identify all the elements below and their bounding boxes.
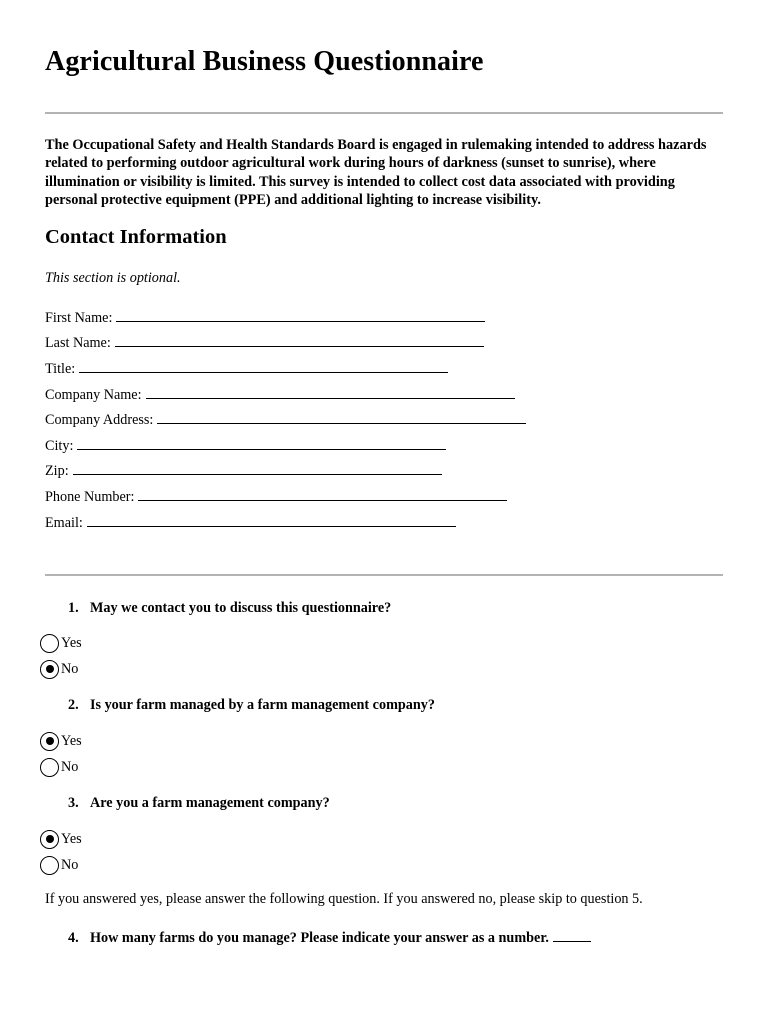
last-name-input[interactable]: [115, 332, 484, 347]
first-name-field: [45, 307, 485, 327]
first-name-label: First Name:: [45, 310, 113, 326]
company-address-input[interactable]: [157, 409, 526, 424]
zip-field: [45, 460, 442, 480]
intro-paragraph: The Occupational Safety and Health Standards Board is engaged in rulemaking intended to address hazards related to performing outdoor agricultural work during hours of darkness (sunset to sunrise), where illumination or visibility is limited. This survey is intended to collect cost data associated with providing personal protective equipment (PPE) and additional lighting to increase visibility.: [45, 137, 707, 208]
question-3-text: Are you a farm management company?: [90, 795, 330, 811]
q1-no-radio[interactable]: [40, 660, 59, 679]
question-4-number: 4.: [68, 930, 79, 946]
email-label: Email:: [45, 515, 83, 531]
q1-yes-radio[interactable]: [40, 634, 59, 653]
email-input[interactable]: [87, 512, 456, 527]
company-name-field: [45, 384, 515, 404]
phone-number-field: [45, 486, 507, 506]
q2-yes-label: Yes: [61, 732, 82, 749]
phone-number-label: Phone Number:: [45, 489, 135, 505]
question-1-number: 1.: [68, 600, 79, 616]
q1-option-no[interactable]: [40, 658, 78, 680]
question-4: [68, 928, 591, 947]
company-address-field: [45, 409, 526, 429]
company-name-input[interactable]: [146, 384, 515, 399]
question-2: [68, 696, 435, 714]
company-address-label: Company Address:: [45, 412, 154, 428]
city-field: [45, 435, 446, 455]
city-label: City:: [45, 438, 74, 454]
first-name-input[interactable]: [116, 307, 485, 322]
question-1-text: May we contact you to discuss this questionnaire?: [90, 600, 392, 616]
q1-yes-label: Yes: [61, 634, 82, 651]
company-name-label: Company Name:: [45, 387, 142, 403]
question-3-number: 3.: [68, 795, 79, 811]
question-1: [68, 599, 391, 617]
question-4-text: How many farms do you manage? Please indicate your answer as a number.: [90, 930, 549, 946]
section-divider: [45, 574, 723, 576]
title-input[interactable]: [79, 358, 448, 373]
q2-no-radio[interactable]: [40, 758, 59, 777]
question-2-number: 2.: [68, 697, 79, 713]
phone-number-input[interactable]: [138, 486, 507, 501]
question-2-text: Is your farm managed by a farm management company?: [90, 697, 435, 713]
city-input[interactable]: [77, 435, 446, 450]
q3-option-yes[interactable]: [40, 828, 82, 850]
q3-yes-radio[interactable]: [40, 830, 59, 849]
top-divider: [45, 112, 723, 114]
q2-yes-radio[interactable]: [40, 732, 59, 751]
skip-instruction: If you answered yes, please answer the following question. If you answered no, please skip to question 5.: [45, 891, 643, 907]
q3-option-no[interactable]: [40, 854, 78, 876]
q2-no-label: No: [61, 758, 79, 775]
zip-label: Zip:: [45, 463, 69, 479]
last-name-label: Last Name:: [45, 335, 111, 351]
q3-no-radio[interactable]: [40, 856, 59, 875]
q2-option-no[interactable]: [40, 756, 78, 778]
q3-no-label: No: [61, 856, 79, 873]
q2-option-yes[interactable]: [40, 730, 82, 752]
title-field: [45, 358, 448, 378]
email-field: [45, 512, 456, 532]
question-3: [68, 794, 330, 812]
last-name-field: [45, 332, 484, 352]
title-label: Title:: [45, 361, 76, 377]
document-title: Agricultural Business Questionnaire: [45, 46, 484, 77]
q3-yes-label: Yes: [61, 830, 82, 847]
zip-input[interactable]: [73, 460, 442, 475]
question-4-answer-input[interactable]: [553, 928, 591, 942]
q1-option-yes[interactable]: [40, 632, 82, 654]
contact-section-note: This section is optional.: [45, 270, 181, 286]
q1-no-label: No: [61, 660, 79, 677]
contact-section-heading: Contact Information: [45, 226, 227, 248]
